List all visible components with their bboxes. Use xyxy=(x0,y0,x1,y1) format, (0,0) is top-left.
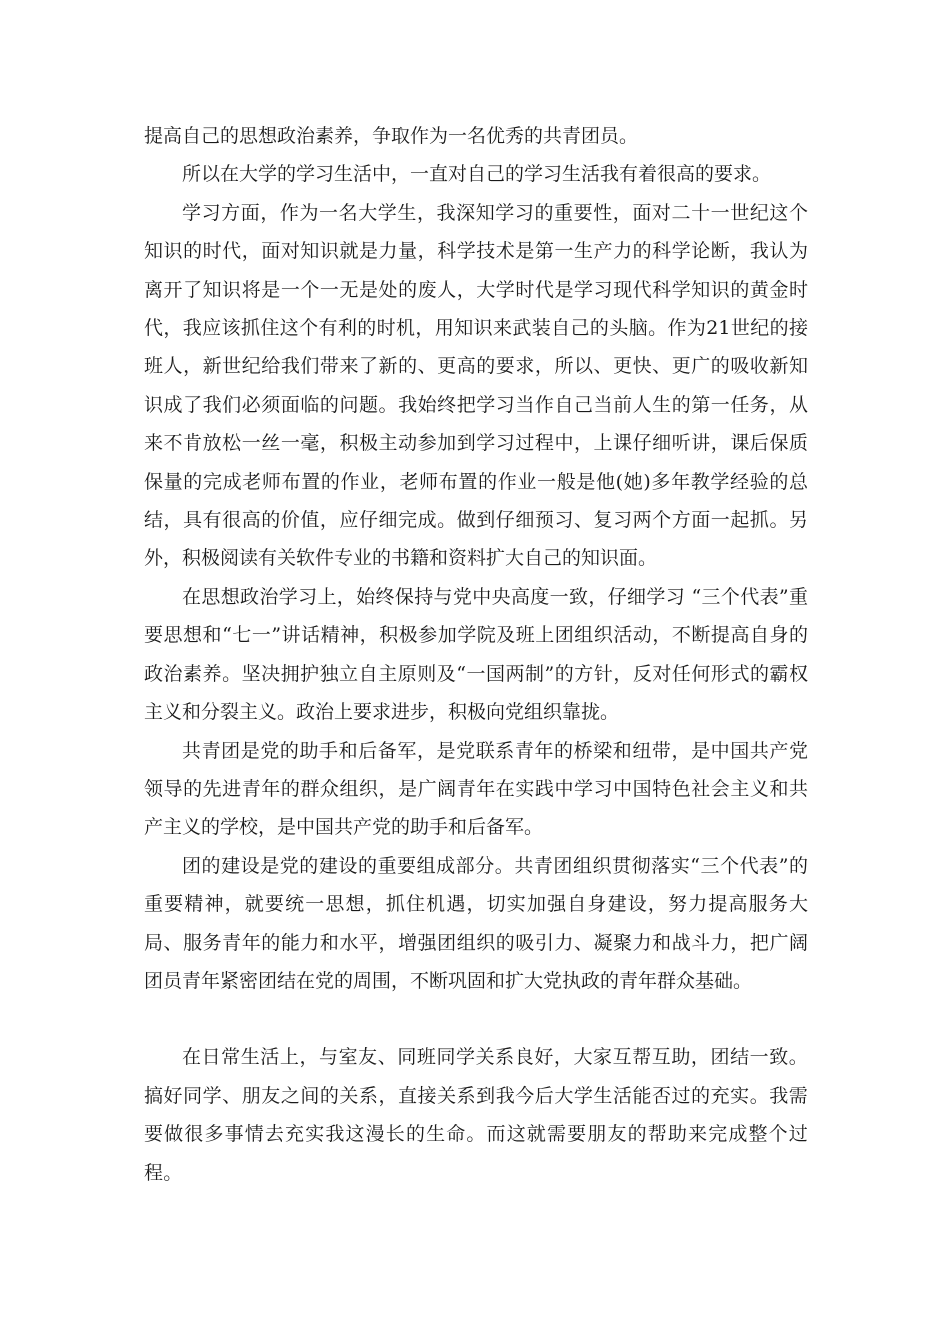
paragraph-4: 在思想政治学习上，始终保持与党中央高度一致，仔细学习 “三个代表”重要思想和“七一”讲话精神，积极参加学院及班上团组织活动，不断提高自身的政治素养。坚决拥护独立自主原则及“一国两制”的方针，反对任何形式的霸权主义和分裂主义。政治上要求进步，积极向党组织靠拢。 xyxy=(144,585,808,724)
paragraph-7: 在日常生活上，与室友、同班同学关系良好，大家互帮互助，团结一致。搞好同学、朋友之间的关系，直接关系到我今后大学生活能否过的充实。我需要做很多事情去充实我这漫长的生命。而这就需要朋友的帮助来完成整个过程。 xyxy=(144,1046,808,1184)
paragraph-1: 提高自己的思想政治素养，争取作为一名优秀的共青团员。 xyxy=(144,125,639,147)
paragraph-3: 学习方面，作为一名大学生，我深知学习的重要性，面对二十一世纪这个知识的时代，面对知识就是力量，科学技术是第一生产力的科学论断，我认为离开了知识将是一个一无是处的废人，大学时代是学习现代科学知识的黄金时代，我应该抓住这个有利的时机，用知识来武装自己的头脑。作为21世纪的接班人，新世纪给我们带来了新的、更高的要求，所以、更快、更广的吸收新知识成了我们必须面临的问题。我始终把学习当作自己当前人生的第一任务，从来不肯放松一丝一毫，积极主动参加到学习过程中，上课仔细听讲，课后保质保量的完成老师布置的作业，老师布置的作业一般是他(她)多年教学经验的总结，具有很高的价值，应仔细完成。做到仔细预习、复习两个方面一起抓。另外，积极阅读有关软件专业的书籍和资料扩大自己的知识面。 xyxy=(144,201,808,570)
paragraph-2: 所以在大学的学习生活中，一直对自己的学习生活我有着很高的要求。 xyxy=(182,163,772,186)
document-body xyxy=(144,117,808,1192)
paragraph-5: 共青团是党的助手和后备军，是党联系青年的桥梁和纽带，是中国共产党领导的先进青年的群众组织，是广阔青年在实践中学习中国特色社会主义和共产主义的学校，是中国共产党的助手和后备军。 xyxy=(144,739,808,839)
paragraph-6: 团的建设是党的建设的重要组成部分。共青团组织贯彻落实“三个代表”的重要精神，就要统一思想，抓住机遇，切实加强自身建设，努力提高服务大局、服务青年的能力和水平，增强团组织的吸引力、凝聚力和战斗力，把广阔团员青年紧密团结在党的周围，不断巩固和扩大党执政的青年群众基础。 xyxy=(144,854,808,992)
